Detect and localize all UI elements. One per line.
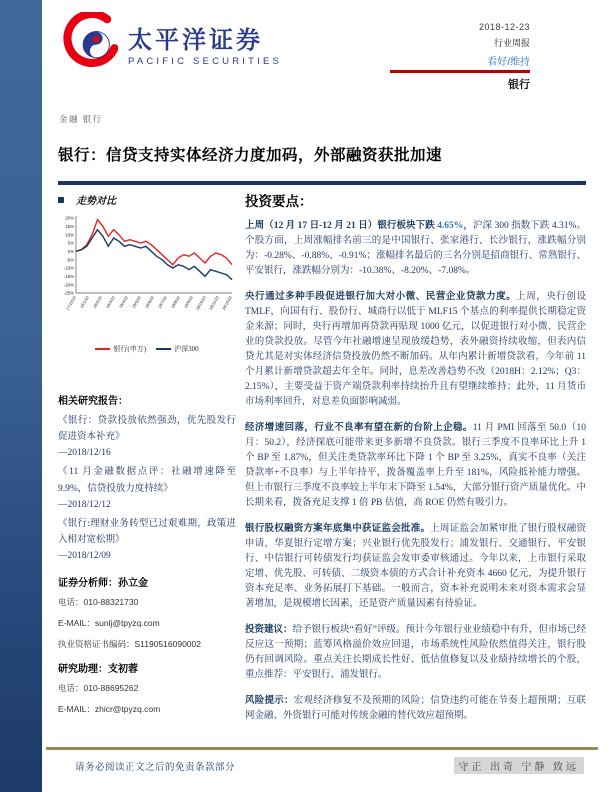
pacific-securities-logo-icon [60, 12, 118, 75]
left-accent-bar [0, 0, 42, 792]
investment-highlights [245, 190, 586, 735]
legend-label: 银行(申万) [113, 345, 147, 353]
analyst-label: 证券分析师： [58, 578, 118, 590]
svg-text:18/8/22: 18/8/22 [169, 295, 181, 310]
assistant-phone: 电话：010-88695262 [58, 683, 139, 694]
category-breadcrumb: 金融 银行 [59, 114, 103, 124]
legend-label: 沪深300 [174, 345, 199, 353]
svg-text:-5%: -5% [66, 257, 74, 263]
svg-text:18/12/22: 18/12/22 [220, 295, 233, 311]
assistant-name-line [58, 660, 236, 675]
svg-text:18/6/22: 18/6/22 [143, 295, 155, 310]
assistant-email: E-MAIL：zhicr@tpyzq.com [58, 704, 161, 715]
report-title: 《11 月金融数据点评：社融增速降至 9.9%，信贷投放力度持续》 [58, 467, 236, 494]
brand-name-en: PACIFIC SECURITIES [128, 56, 283, 67]
report-date: 2018-12-23 [478, 22, 530, 32]
footer-disclaimer: 请务必阅读正文之后的免责条款部分 [75, 763, 236, 773]
analyst-name-line [58, 574, 236, 589]
svg-text:18/2/22: 18/2/22 [91, 295, 103, 310]
brand-name-cn: 太平洋证券 [128, 27, 263, 54]
chart-title: 走势对比 [76, 196, 116, 207]
svg-text:0%: 0% [67, 248, 74, 254]
report-type: 行业周报 [493, 38, 530, 48]
sector-label: 银行 [508, 79, 530, 91]
sidebar [58, 192, 236, 724]
investment-advice-paragraph: 投资建议：给予银行板块“看好”评级。预计今年银行业业绩稳中有升，但市场已经反应这一预期；蓝筹风格溢价效应回退，市场系统性风险依然值得关注，银行股仍有回调风险。重点关注长期成长性好、低估值修复以及业绩持续增长的个股，重点推荐：平安银行、浦发银行。 [245, 625, 586, 680]
svg-text:10%: 10% [65, 232, 74, 238]
assistant-block [58, 660, 236, 715]
analyst-cert: 执业资格证书编码：S1190516090002 [58, 639, 201, 650]
legend-item [156, 344, 199, 354]
svg-text:18/1/22: 18/1/22 [78, 295, 90, 310]
page-title: 银行：信贷支持实体经济力度加码，外部融资获批加速 [58, 147, 443, 164]
assistant-name: 支初蓉 [108, 664, 138, 676]
report-date: —2018/12/16 [58, 448, 111, 459]
svg-text:18/11/22: 18/11/22 [207, 295, 220, 311]
report-date: —2018/12/09 [58, 551, 111, 562]
trend-comparison-chart [58, 213, 236, 337]
rating-label: 看好/维持 [487, 57, 530, 68]
analyst-block [58, 574, 236, 650]
report-list-item [58, 516, 236, 564]
chart-legend [58, 344, 236, 354]
svg-text:18/10/22: 18/10/22 [194, 295, 207, 311]
svg-text:18/9/22: 18/9/22 [182, 295, 194, 310]
header-meta [390, 22, 530, 92]
analyst-name: 孙立金 [118, 578, 148, 590]
highlight-paragraph: 央行通过多种手段促进银行加大对小微、民营企业贷款力度。上周，央行创设 TMLF，向国有行、股份行、城商行以低于 MLF15 个基点的利率提供长期稳定资金来源；同时，央行再增加再贷款再贴现 1000 亿元，以促进银行对小微、民营企业的贷款投放。尽管今年社融增速呈现放缓趋势，表外融资持续收缩，但表内信贷尤其是对实体经济信贷投放仍然不断加码。从年内累计新增贷款看，今年前 11 个月累计新增贷款超去年全年。同时，息差改善趋势不改（2018H：2.12%；Q3：2.15%），主要受益于资产端贷款利率持续抬升且有望继续维持；此外，11 月货币市场利率回升，对息差负面影响减弱。 [245, 292, 586, 407]
company-logo [60, 12, 282, 75]
report-list-item [58, 413, 236, 461]
highlights-heading: 投资要点： [245, 194, 313, 209]
analyst-email: E-MAIL：sunlj@tpyzq.com [58, 618, 160, 629]
highlight-paragraph: 经济增速回落，行业不良率有望在新的台阶上企稳。11 月 PMI 回落至 50.0（10 月：50.2），经济探底可能带来更多新增不良贷款。银行三季度不良率环比上升 1 个 BP 至 1.87%，但关注类贷款率环比下降 1 个 BP 至 3.25%，真实不良率（关注贷款率+不良率）与上半年持平，拨备覆盖率上升至 181%，风险抵补能力增强。但上市银行三季度不良率较上半年末下降至 1.54%，大部分银行资产质量优化。中长期来看，拨备充足支撑 1 倍 PB 估值，高 ROE 仍然有吸引力。 [245, 423, 586, 508]
related-reports-heading: 相关研究报告： [58, 396, 128, 407]
svg-text:-10%: -10% [63, 265, 74, 271]
svg-text:20%: 20% [65, 215, 74, 221]
rating-underline [390, 70, 530, 73]
report-title: 《银行：贷款投放依然强劲，优先股发行促进资本补充》 [58, 416, 236, 443]
svg-text:-25%: -25% [63, 290, 74, 296]
svg-text:18/7/22: 18/7/22 [156, 295, 168, 310]
footer-divider [46, 747, 598, 750]
related-reports [58, 392, 236, 564]
analyst-phone: 电话：010-88321730 [58, 597, 139, 608]
svg-text:18/5/22: 18/5/22 [130, 295, 142, 310]
svg-text:15%: 15% [65, 223, 74, 229]
navy-line-swatch-icon [156, 348, 171, 350]
svg-text:5%: 5% [67, 240, 74, 246]
square-bullet-icon [58, 197, 64, 203]
chart-header [58, 192, 236, 207]
assistant-label: 研究助理： [58, 664, 108, 676]
highlight-paragraph: 上周（12 月 17 日-12 月 21 日）银行板块下跌 4.65%，沪深 300 指数下跌 4.31%。个股方面，上周涨幅排名前三的是中国银行、张家港行、长沙银行，涨跌幅分别为：-0.28%、-0.88%、-0.91%；涨幅排名最后的三名分别是招商银行、常熟银行、平安银行，涨跌幅分别为：-10.38%、-8.20%、-7.08%。 [245, 221, 586, 276]
highlight-paragraph: 银行股权融资方案年底集中获证监会批准。上周证监会加紧审批了银行股权融资申请，华夏银行定增方案；兴业银行优先股发行；浦发银行、交通银行、平安银行、中信银行可转债发行均获证监会发审委审核通过。今年以来，上市银行采取定增、优先股、可转债、二级资本债的方式合计补充资本 4660 亿元，为提升银行资本充足率、业务拓展打下基础。一般而言，资本补充说明未来对资本需求会显著增加，是规模增长因素，还是资产质量因素有待验证。 [245, 524, 586, 609]
legend-item [95, 344, 146, 354]
svg-text:-15%: -15% [63, 273, 74, 279]
risk-warning-paragraph: 风险提示：宏观经济修复不及预期的风险；信贷违约可能在节奏上超预期；互联网金融、外资银行可能对传统金融的替代效应超预期。 [245, 696, 586, 721]
report-list-item [58, 464, 236, 512]
red-line-swatch-icon [95, 348, 110, 350]
svg-text:18/3/22: 18/3/22 [104, 295, 116, 310]
report-title: 《银行:理财业务转型已过艰难期，政策进入相对宽松期》 [58, 518, 236, 545]
title-divider [58, 181, 586, 185]
svg-text:-20%: -20% [63, 282, 74, 288]
svg-text:18/4/22: 18/4/22 [117, 295, 129, 310]
svg-text:17/12/22: 17/12/22 [64, 295, 77, 311]
footer-motto: 守正 出奇 宁静 致远 [454, 757, 585, 774]
brand-text [128, 20, 282, 67]
report-date: —2018/12/12 [58, 499, 111, 510]
